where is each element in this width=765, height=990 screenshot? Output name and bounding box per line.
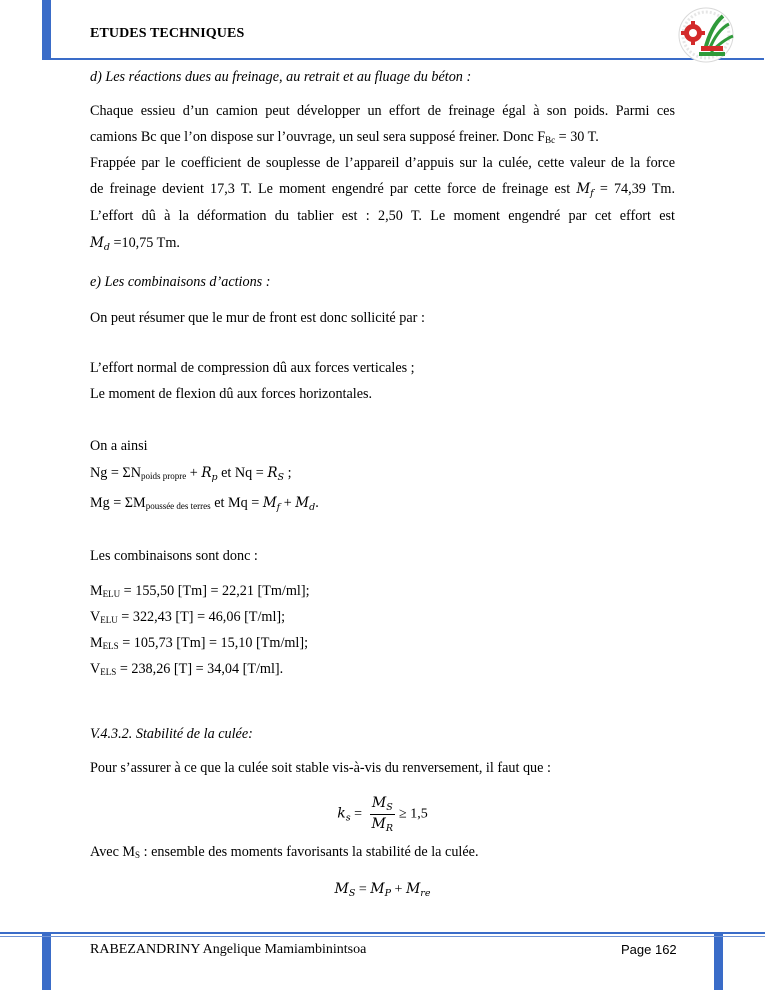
ks-formula: $k_s$ = $\frac{M_S}{M_R}$ ≥ 1,5 (337, 795, 428, 834)
section-e-intro: On peut résumer que le mur de front est donc sollicité par : (90, 310, 425, 326)
stability-intro: Pour s’assurer à ce que la culée soit stable vis-à-vis du renversement, il faut que : (90, 760, 551, 776)
combination-v-els: $V_{ELS} = 238,26$ [T] = 34,04 [T/ml]. (90, 661, 284, 677)
combination-v-elu: $V_{ELU} = 322,43$ [T] = 46,06 [T/ml]; (90, 609, 286, 625)
section-d-line-2: camions Bc que l’on dispose sur l’ouvrage, un seul sera supposé freiner. Donc $F_{Bc} = 30$ T. (90, 129, 599, 145)
stability-section-title: V.4.3.2. Stabilité de la culée: (90, 726, 253, 742)
ms-formula: $M_S = M_P + M_{re}$ (334, 881, 431, 899)
footer-left-bar (42, 933, 51, 990)
footer-right-bar (714, 933, 723, 990)
combination-m-elu: $M_{ELU} = 155,50$ [Tm] = 22,21 [Tm/ml]; (90, 583, 310, 599)
university-logo-icon (671, 6, 741, 64)
combinations-intro: Les combinaisons sont donc : (90, 548, 258, 564)
footer-rule-thin (0, 936, 765, 937)
section-e-title: e) Les combinaisons d’actions : (90, 274, 271, 290)
header-left-bar (42, 0, 51, 58)
footer-author: RABEZANDRINY Angelique Mamiambinintsoa (90, 942, 367, 957)
footer-rule (0, 932, 765, 934)
header-rule (42, 58, 764, 60)
footer-page-number: Page 162 (621, 942, 677, 957)
ks-fraction: $\frac{M_S}{M_R}$ (371, 795, 394, 834)
mg-mq-equation: $Mg = \Sigma M_{poussée des terres}$ et $Mq = M_f + M_d$. (90, 495, 319, 513)
section-d-line-1: Chaque essieu d’un camion peut développer un effort de freinage égal à son poids. Parmi ces (90, 103, 675, 119)
section-e-effort-normal: L’effort normal de compression dû aux forces verticales ; (90, 360, 415, 376)
page-header-title: ETUDES TECHNIQUES (90, 26, 245, 41)
section-e-on-a-ainsi: On a ainsi (90, 438, 148, 454)
section-d-line-3: Frappée par le coefficient de souplesse de l’appareil d’appuis sur la culée, cette valeur de la force (90, 155, 675, 171)
section-e-moment-flexion: Le moment de flexion dû aux forces horizontales. (90, 386, 373, 402)
ng-nq-equation: $Ng = \Sigma N_{poids propre} + R_p$ et $Nq = R_S$ ; (90, 465, 292, 483)
ms-definition: Avec $M_S$ : ensemble des moments favorisants la stabilité de la culée. (90, 844, 479, 860)
section-d-line-5: L’effort dû à la déformation du tablier est : 2,50 T. Le moment engendré par cet effort est (90, 208, 675, 224)
section-d-title: d) Les réactions dues au freinage, au retrait et au fluage du béton : (90, 69, 472, 85)
section-d-line-6: $M_d =10,75$ Tm. (90, 235, 180, 253)
section-d-line-4: de freinage devient 17,3 T. Le moment engendré par cette force de freinage est $M_f = 74,39$ Tm. (90, 181, 676, 199)
combination-m-els: $M_{ELS} = 105,73$ [Tm] = 15,10 [Tm/ml]; (90, 635, 309, 651)
